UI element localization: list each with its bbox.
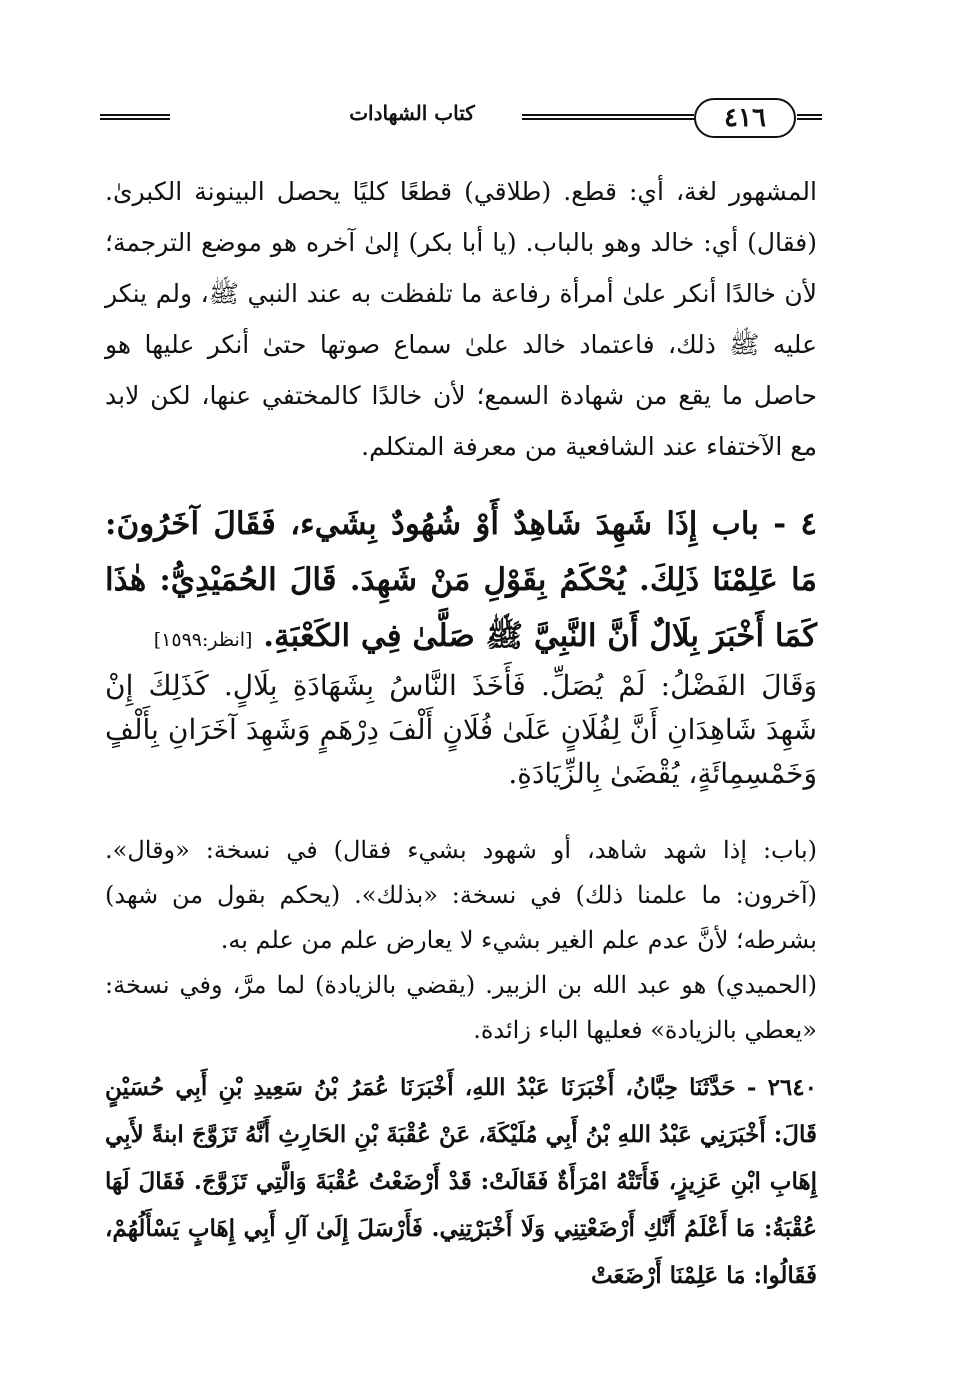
cross-reference: [انظر:١٥٩٩] — [153, 629, 253, 651]
chapter-heading — [105, 496, 817, 668]
book-title: كتاب الشهادات — [349, 101, 475, 125]
commentary-paragraph-2: (الحميدي) هو عبد الله بن الزبير. (يقضي بالزيادة) لما مرَّ، وفي نسخة: «يعطي بالزيادة» فعليها الباء زائدة. — [105, 971, 817, 1044]
header-rule-middle — [522, 114, 694, 120]
commentary-paragraph-1: (باب: إذا شهد شاهد، أو شهود بشيء فقال) في نسخة: «وقال». (آخرون: ما علمنا ذلك) في نسخة: «بذلك». (يحكم بقول من شهد) بشرطه؛ لأنَّ عدم علم الغير بشيء لا يعارض علم من علم به. — [105, 836, 817, 954]
chapter-title: ٤ - باب إِذَا شَهِدَ شَاهِدٌ أَوْ شُهُودٌ بِشَيء، فَقَالَ آخَرُونَ: مَا عَلِمْنَا ذَلِكَ. يُحْكَمُ بِقَوْلِ مَنْ شَهِدَ. قَالَ الحُمَيْدِيُّ: هٰذَا كَمَا أَخْبَرَ بِلَالٌ أَنَّ النَّبِيَّ ﷺ صَلَّىٰ فِي الكَعْبَةِ. — [105, 506, 817, 654]
header-rule-right — [797, 114, 822, 120]
commentary-section — [105, 828, 817, 1053]
hadith-paragraph: ٢٦٤٠ - حَدَّثَنَا حِبَّانُ، أَخْبَرَنَا عَبْدُ اللهِ، أَخْبَرَنَا عُمَرُ بْنُ سَعِيدِ بْنِ أَبِي حُسَيْنٍ قَالَ: أَخْبَرَنِي عَبْدُ اللهِ بْنُ أَبِي مُلَيْكَةَ، عَنْ عُقْبَةَ بْنِ الحَارِثِ أَنَّهُ تَزَوَّجَ ابنةً لأَبِي إِهَابِ ابْنِ عَزِيزٍ، فَأَتَتْهُ امْرَأَةٌ فَقَالَتْ: قَدْ أَرْضَعْتُ عُقْبَةَ وَالَّتِي تَزَوَّجَ. فَقَالَ لَهَا عُقْبَةُ: مَا أَعْلَمُ أَنَّكِ أَرْضَعْتِنِي وَلَا أَخْبَرْتِنِي. فَأَرْسَلَ إِلَىٰ آلِ أَبِي إِهَابٍ يَسْأَلُهُمْ، فَقَالُوا: مَا عَلِمْنَا أَرْضَعَتْ — [105, 1074, 817, 1289]
commentary-text: المشهور لغة، أي: قطع. (طلاقي) قطعًا كليًا يحصل البينونة الكبرىٰ. (فقال) أي: خالد وهو بالباب. (يا أبا بكر) إلىٰ آخره هو موضع الترجمة؛ لأن خالدًا أنكر علىٰ أمرأة رفاعة ما تلفظت به عند النبي ﷺ، ولم ينكر عليه ﷺ ذلك، فاعتماد خالد علىٰ سماع صوتها حتىٰ أنكر عليها هو حاصل ما يقع من شهادة السمع؛ لأن خالدًا كالمختفي عنها، لكن لابد مع الآختفاء عند الشافعية من معرفة المتكلم. — [105, 177, 817, 461]
commentary-paragraph — [105, 166, 817, 472]
page-header — [100, 92, 822, 144]
header-rule-left — [100, 114, 170, 120]
continuation-text: وَقَالَ الفَضْلُ: لَمْ يُصَلِّ. فَأَخَذَ النَّاسُ بِشَهَادَةِ بِلَالٍ. كَذَلِكَ إِنْ شَهِدَ شَاهِدَانِ أَنَّ لِفُلَانٍ عَلَىٰ فُلَانٍ أَلْفَ دِرْهَمٍ وَشَهِدَ آخَرَانِ بِأَلْفٍ وَخَمْسِمِائَةٍ، يُقْضَىٰ بِالزِّيَادَةِ. — [105, 669, 817, 790]
chapter-continuation — [105, 664, 817, 796]
page-number: ٤١٦ — [694, 98, 796, 138]
hadith-text — [105, 1064, 817, 1299]
